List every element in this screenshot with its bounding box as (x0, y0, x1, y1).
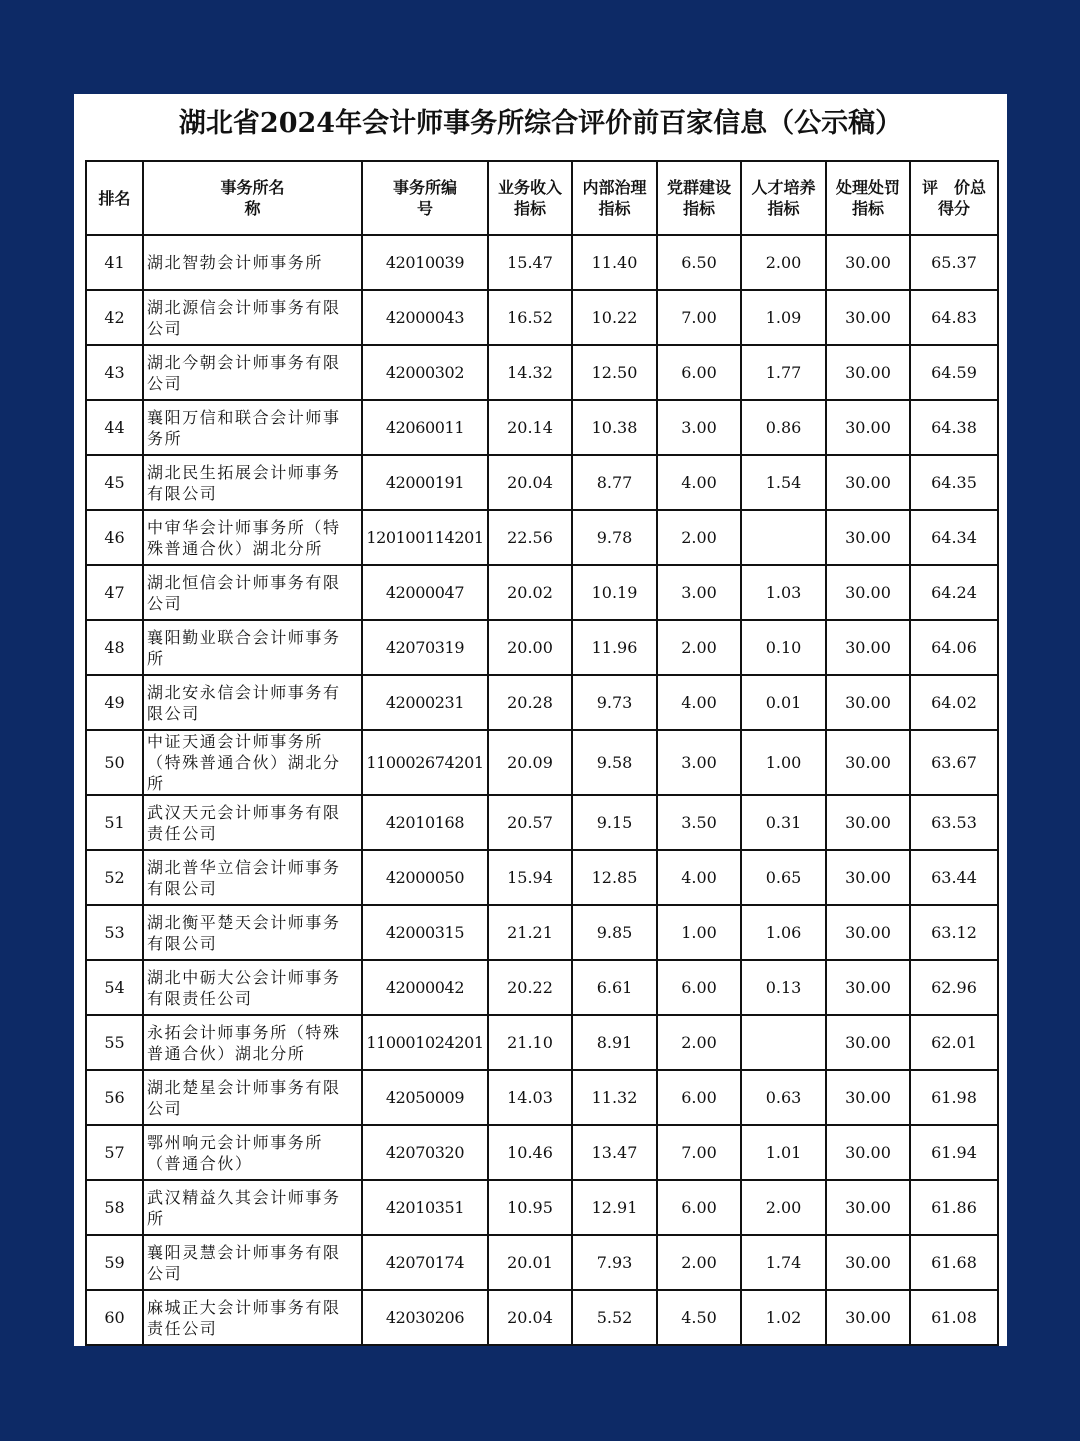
cell-name: 湖北安永信会计师事务有限公司 (143, 675, 362, 730)
table-header-row (86, 161, 998, 235)
cell-rank: 49 (86, 675, 143, 730)
cell-name: 湖北今朝会计师事务有限公司 (143, 345, 362, 400)
ranking-table (85, 160, 999, 1346)
table-row (86, 1235, 998, 1290)
table-row (86, 850, 998, 905)
cell-rank: 52 (86, 850, 143, 905)
cell-penalty: 30.00 (826, 905, 910, 960)
header-talent: 人才培养 指标 (741, 161, 826, 235)
cell-code: 42000302 (362, 345, 488, 400)
table-row (86, 1125, 998, 1180)
cell-party: 6.00 (657, 960, 741, 1015)
cell-name: 湖北源信会计师事务有限公司 (143, 290, 362, 345)
cell-revenue: 21.10 (488, 1015, 572, 1070)
table-row (86, 510, 998, 565)
cell-governance: 9.85 (572, 905, 657, 960)
document-sheet (74, 94, 1007, 1346)
header-penalty: 处理处罚 指标 (826, 161, 910, 235)
cell-revenue: 20.22 (488, 960, 572, 1015)
table-row (86, 730, 998, 795)
cell-code: 42030206 (362, 1290, 488, 1345)
cell-party: 1.00 (657, 905, 741, 960)
cell-rank: 45 (86, 455, 143, 510)
cell-code: 42000043 (362, 290, 488, 345)
cell-governance: 12.91 (572, 1180, 657, 1235)
cell-rank: 57 (86, 1125, 143, 1180)
cell-total: 63.53 (910, 795, 998, 850)
cell-name: 湖北中砺大公会计师事务有限责任公司 (143, 960, 362, 1015)
cell-party: 2.00 (657, 1015, 741, 1070)
table-row (86, 795, 998, 850)
cell-rank: 55 (86, 1015, 143, 1070)
cell-party: 6.00 (657, 345, 741, 400)
cell-revenue: 15.94 (488, 850, 572, 905)
cell-revenue: 20.04 (488, 1290, 572, 1345)
cell-governance: 11.32 (572, 1070, 657, 1125)
cell-talent (741, 510, 826, 565)
cell-governance: 9.78 (572, 510, 657, 565)
cell-talent: 1.09 (741, 290, 826, 345)
cell-party: 3.00 (657, 565, 741, 620)
document-title: 湖北省2024年会计师事务所综合评价前百家信息（公示稿） (178, 108, 903, 139)
cell-code: 110001024201 (362, 1015, 488, 1070)
cell-total: 64.59 (910, 345, 998, 400)
cell-party: 3.00 (657, 730, 741, 795)
cell-talent (741, 1015, 826, 1070)
cell-rank: 59 (86, 1235, 143, 1290)
cell-rank: 56 (86, 1070, 143, 1125)
cell-party: 2.00 (657, 620, 741, 675)
cell-party: 4.00 (657, 675, 741, 730)
cell-total: 63.44 (910, 850, 998, 905)
table-row (86, 1070, 998, 1125)
cell-revenue: 20.02 (488, 565, 572, 620)
cell-talent: 0.10 (741, 620, 826, 675)
cell-penalty: 30.00 (826, 510, 910, 565)
cell-name: 襄阳灵慧会计师事务有限公司 (143, 1235, 362, 1290)
cell-code: 42010351 (362, 1180, 488, 1235)
cell-code: 42070319 (362, 620, 488, 675)
cell-penalty: 30.00 (826, 850, 910, 905)
cell-governance: 8.91 (572, 1015, 657, 1070)
cell-revenue: 10.46 (488, 1125, 572, 1180)
cell-name: 湖北衡平楚天会计师事务有限公司 (143, 905, 362, 960)
cell-penalty: 30.00 (826, 730, 910, 795)
cell-party: 6.00 (657, 1070, 741, 1125)
cell-party: 4.00 (657, 455, 741, 510)
cell-governance: 6.61 (572, 960, 657, 1015)
cell-revenue: 14.03 (488, 1070, 572, 1125)
cell-governance: 8.77 (572, 455, 657, 510)
table-row (86, 290, 998, 345)
cell-penalty: 30.00 (826, 290, 910, 345)
cell-total: 64.38 (910, 400, 998, 455)
cell-name: 中审华会计师事务所（特殊普通合伙）湖北分所 (143, 510, 362, 565)
cell-revenue: 14.32 (488, 345, 572, 400)
cell-code: 42000042 (362, 960, 488, 1015)
header-code: 事务所编 号 (362, 161, 488, 235)
cell-rank: 53 (86, 905, 143, 960)
cell-name: 湖北智勃会计师事务所 (143, 235, 362, 290)
header-rank: 排名 (86, 161, 143, 235)
cell-total: 64.24 (910, 565, 998, 620)
cell-code: 42000231 (362, 675, 488, 730)
cell-rank: 58 (86, 1180, 143, 1235)
cell-talent: 1.01 (741, 1125, 826, 1180)
cell-talent: 1.00 (741, 730, 826, 795)
cell-rank: 42 (86, 290, 143, 345)
cell-total: 63.67 (910, 730, 998, 795)
cell-revenue: 20.01 (488, 1235, 572, 1290)
cell-talent: 1.03 (741, 565, 826, 620)
cell-rank: 47 (86, 565, 143, 620)
cell-governance: 5.52 (572, 1290, 657, 1345)
cell-code: 42010039 (362, 235, 488, 290)
cell-total: 61.86 (910, 1180, 998, 1235)
cell-rank: 41 (86, 235, 143, 290)
cell-rank: 48 (86, 620, 143, 675)
cell-party: 2.00 (657, 510, 741, 565)
cell-governance: 13.47 (572, 1125, 657, 1180)
table-row (86, 235, 998, 290)
cell-total: 64.83 (910, 290, 998, 345)
cell-revenue: 16.52 (488, 290, 572, 345)
cell-governance: 12.50 (572, 345, 657, 400)
cell-rank: 54 (86, 960, 143, 1015)
cell-total: 64.35 (910, 455, 998, 510)
cell-name: 湖北普华立信会计师事务有限公司 (143, 850, 362, 905)
table-row (86, 1180, 998, 1235)
cell-rank: 60 (86, 1290, 143, 1345)
cell-name: 武汉精益久其会计师事务所 (143, 1180, 362, 1235)
cell-governance: 11.96 (572, 620, 657, 675)
cell-code: 42000191 (362, 455, 488, 510)
cell-revenue: 20.57 (488, 795, 572, 850)
cell-governance: 10.38 (572, 400, 657, 455)
cell-penalty: 30.00 (826, 795, 910, 850)
header-governance: 内部治理 指标 (572, 161, 657, 235)
cell-total: 62.01 (910, 1015, 998, 1070)
cell-party: 3.00 (657, 400, 741, 455)
cell-revenue: 21.21 (488, 905, 572, 960)
cell-total: 65.37 (910, 235, 998, 290)
cell-total: 64.02 (910, 675, 998, 730)
cell-rank: 44 (86, 400, 143, 455)
cell-revenue: 20.09 (488, 730, 572, 795)
cell-party: 4.50 (657, 1290, 741, 1345)
cell-governance: 12.85 (572, 850, 657, 905)
cell-penalty: 30.00 (826, 1015, 910, 1070)
cell-penalty: 30.00 (826, 345, 910, 400)
cell-party: 6.00 (657, 1180, 741, 1235)
cell-talent: 0.86 (741, 400, 826, 455)
table-row (86, 905, 998, 960)
table-row (86, 1015, 998, 1070)
cell-name: 湖北恒信会计师事务有限公司 (143, 565, 362, 620)
table-row (86, 960, 998, 1015)
cell-penalty: 30.00 (826, 1290, 910, 1345)
cell-talent: 0.31 (741, 795, 826, 850)
cell-name: 中证天通会计师事务所（特殊普通合伙）湖北分所 (143, 730, 362, 795)
cell-party: 6.50 (657, 235, 741, 290)
cell-talent: 0.63 (741, 1070, 826, 1125)
cell-code: 42000047 (362, 565, 488, 620)
table-row (86, 345, 998, 400)
cell-total: 64.06 (910, 620, 998, 675)
cell-total: 64.34 (910, 510, 998, 565)
cell-rank: 50 (86, 730, 143, 795)
cell-code: 120100114201 (362, 510, 488, 565)
cell-penalty: 30.00 (826, 1070, 910, 1125)
cell-revenue: 20.14 (488, 400, 572, 455)
cell-name: 武汉天元会计师事务有限责任公司 (143, 795, 362, 850)
cell-revenue: 20.04 (488, 455, 572, 510)
cell-name: 湖北楚星会计师事务有限公司 (143, 1070, 362, 1125)
cell-talent: 2.00 (741, 1180, 826, 1235)
cell-code: 110002674201 (362, 730, 488, 795)
cell-talent: 2.00 (741, 235, 826, 290)
cell-penalty: 30.00 (826, 565, 910, 620)
header-name: 事务所名 称 (143, 161, 362, 235)
cell-governance: 9.58 (572, 730, 657, 795)
cell-name: 襄阳勤业联合会计师事务所 (143, 620, 362, 675)
cell-talent: 1.74 (741, 1235, 826, 1290)
table-row (86, 620, 998, 675)
cell-talent: 0.13 (741, 960, 826, 1015)
cell-revenue: 20.00 (488, 620, 572, 675)
cell-name: 麻城正大会计师事务有限责任公司 (143, 1290, 362, 1345)
cell-rank: 46 (86, 510, 143, 565)
cell-name: 鄂州响元会计师事务所（普通合伙） (143, 1125, 362, 1180)
table-row (86, 455, 998, 510)
cell-governance: 7.93 (572, 1235, 657, 1290)
header-party: 党群建设 指标 (657, 161, 741, 235)
cell-penalty: 30.00 (826, 675, 910, 730)
cell-total: 61.94 (910, 1125, 998, 1180)
cell-revenue: 20.28 (488, 675, 572, 730)
cell-talent: 1.77 (741, 345, 826, 400)
cell-governance: 10.19 (572, 565, 657, 620)
cell-total: 63.12 (910, 905, 998, 960)
cell-party: 4.00 (657, 850, 741, 905)
table-row (86, 1290, 998, 1345)
header-total: 评 价总 得分 (910, 161, 998, 235)
cell-governance: 9.73 (572, 675, 657, 730)
cell-code: 42070174 (362, 1235, 488, 1290)
cell-governance: 11.40 (572, 235, 657, 290)
cell-name: 襄阳万信和联合会计师事务所 (143, 400, 362, 455)
cell-total: 62.96 (910, 960, 998, 1015)
cell-talent: 1.54 (741, 455, 826, 510)
cell-revenue: 22.56 (488, 510, 572, 565)
cell-revenue: 15.47 (488, 235, 572, 290)
cell-total: 61.98 (910, 1070, 998, 1125)
cell-penalty: 30.00 (826, 1125, 910, 1180)
cell-governance: 9.15 (572, 795, 657, 850)
cell-penalty: 30.00 (826, 1235, 910, 1290)
cell-party: 7.00 (657, 290, 741, 345)
table-row (86, 400, 998, 455)
cell-name: 永拓会计师事务所（特殊普通合伙）湖北分所 (143, 1015, 362, 1070)
cell-penalty: 30.00 (826, 235, 910, 290)
cell-governance: 10.22 (572, 290, 657, 345)
cell-code: 42000050 (362, 850, 488, 905)
cell-penalty: 30.00 (826, 400, 910, 455)
cell-party: 3.50 (657, 795, 741, 850)
cell-code: 42000315 (362, 905, 488, 960)
cell-rank: 51 (86, 795, 143, 850)
cell-talent: 0.01 (741, 675, 826, 730)
cell-name: 湖北民生拓展会计师事务有限公司 (143, 455, 362, 510)
cell-revenue: 10.95 (488, 1180, 572, 1235)
cell-penalty: 30.00 (826, 455, 910, 510)
cell-code: 42050009 (362, 1070, 488, 1125)
cell-penalty: 30.00 (826, 1180, 910, 1235)
cell-party: 2.00 (657, 1235, 741, 1290)
cell-total: 61.08 (910, 1290, 998, 1345)
cell-party: 7.00 (657, 1125, 741, 1180)
table-body (86, 235, 998, 1345)
cell-rank: 43 (86, 345, 143, 400)
header-revenue: 业务收入 指标 (488, 161, 572, 235)
table-row (86, 565, 998, 620)
cell-code: 42010168 (362, 795, 488, 850)
cell-penalty: 30.00 (826, 960, 910, 1015)
cell-talent: 1.06 (741, 905, 826, 960)
cell-penalty: 30.00 (826, 620, 910, 675)
cell-code: 42060011 (362, 400, 488, 455)
table-row (86, 675, 998, 730)
cell-code: 42070320 (362, 1125, 488, 1180)
cell-talent: 0.65 (741, 850, 826, 905)
cell-total: 61.68 (910, 1235, 998, 1290)
cell-talent: 1.02 (741, 1290, 826, 1345)
